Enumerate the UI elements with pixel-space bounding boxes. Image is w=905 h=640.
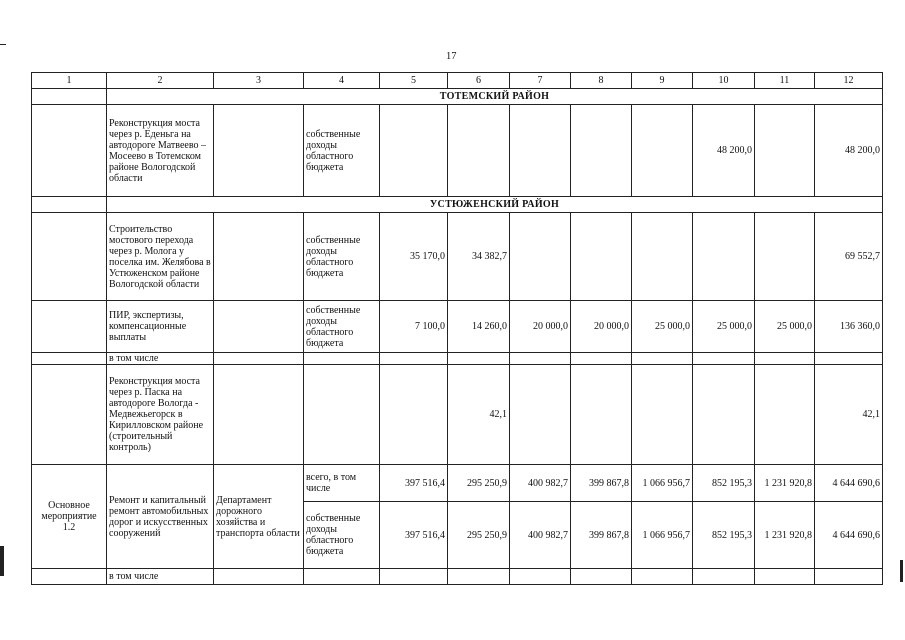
value-cell: 34 382,7 [448, 213, 510, 301]
value-cell: 295 250,9 [448, 465, 510, 502]
table-row-edenga [32, 105, 883, 197]
total-cell: 42,1 [815, 365, 883, 465]
header-row [32, 73, 883, 89]
header-cell: 3 [214, 73, 304, 89]
value-cell: 25 000,0 [632, 301, 693, 353]
scan-mark [0, 44, 6, 45]
table-row-including [32, 569, 883, 585]
value-cell: 399 867,8 [571, 502, 632, 569]
row-name: Строительство мостового перехода через р. Молога у поселка им. Желябова в Устюженском районе Вологодской области [107, 213, 214, 301]
scan-mark [0, 546, 4, 576]
value-cell: 1 066 956,7 [632, 502, 693, 569]
total-cell: 48 200,0 [815, 105, 883, 197]
total-cell: 4 644 690,6 [815, 465, 883, 502]
value-cell: 397 516,4 [380, 502, 448, 569]
value-cell: 20 000,0 [510, 301, 571, 353]
value-cell: 14 260,0 [448, 301, 510, 353]
value-cell: 20 000,0 [571, 301, 632, 353]
measure-label: Основное мероприятие 1.2 [32, 465, 107, 569]
section-row-totma [32, 89, 883, 105]
value-cell: 42,1 [448, 365, 510, 465]
row-name: в том числе [107, 353, 214, 365]
district-title-ustyuzhna: УСТЮЖЕНСКИЙ РАЙОН [107, 197, 883, 213]
value-cell: 295 250,9 [448, 502, 510, 569]
value-cell: 35 170,0 [380, 213, 448, 301]
value-cell: 25 000,0 [693, 301, 755, 353]
table-row-paska [32, 365, 883, 465]
budget-table [31, 72, 883, 585]
header-cell: 2 [107, 73, 214, 89]
page-number: 17 [446, 51, 457, 62]
header-cell: 7 [510, 73, 571, 89]
funding-source: собственные доходы областного бюджета [304, 105, 380, 197]
header-cell: 10 [693, 73, 755, 89]
value-cell: 25 000,0 [755, 301, 815, 353]
empty-cell [32, 89, 107, 105]
executor: Департамент дорожного хозяйства и транспорта области [214, 465, 304, 569]
value-cell: 48 200,0 [693, 105, 755, 197]
funding-source: собственные доходы областного бюджета [304, 213, 380, 301]
value-cell: 1 231 920,8 [755, 465, 815, 502]
table-row-measure-total [32, 465, 883, 502]
row-name: Реконструкция моста через р. Еденьга на автодороге Матвеево – Мосеево в Тотемском районе Вологодской области [107, 105, 214, 197]
value-cell: 399 867,8 [571, 465, 632, 502]
funding-source: собственные доходы областного бюджета [304, 301, 380, 353]
district-title-totma: ТОТЕМСКИЙ РАЙОН [107, 89, 883, 105]
value-cell: 400 982,7 [510, 502, 571, 569]
value-cell: 7 100,0 [380, 301, 448, 353]
funding-source: всего, в том числе [304, 465, 380, 502]
table-row-pir [32, 301, 883, 353]
value-cell: 1 066 956,7 [632, 465, 693, 502]
value-cell: 400 982,7 [510, 465, 571, 502]
funding-source: собственные доходы областного бюджета [304, 502, 380, 569]
value-cell: 852 195,3 [693, 465, 755, 502]
value-cell: 1 231 920,8 [755, 502, 815, 569]
header-cell: 8 [571, 73, 632, 89]
value-cell: 852 195,3 [693, 502, 755, 569]
scan-mark [900, 560, 903, 582]
row-name: ПИР, экспертизы, компенсационные выплаты [107, 301, 214, 353]
value-cell: 397 516,4 [380, 465, 448, 502]
header-cell: 4 [304, 73, 380, 89]
row-name: Реконструкция моста через р. Паска на автодороге Вологда - Медвежьегорск в Кирилловском районе (строительный контроль) [107, 365, 214, 465]
header-cell: 5 [380, 73, 448, 89]
total-cell: 69 552,7 [815, 213, 883, 301]
row-name: Ремонт и капитальный ремонт автомобильных дорог и искусственных сооружений [107, 465, 214, 569]
total-cell: 136 360,0 [815, 301, 883, 353]
header-cell: 1 [32, 73, 107, 89]
table-row-mologa [32, 213, 883, 301]
row-name: в том числе [107, 569, 214, 585]
table-row-including [32, 353, 883, 365]
header-cell: 6 [448, 73, 510, 89]
header-cell: 9 [632, 73, 693, 89]
section-row-ustyuzhna [32, 197, 883, 213]
total-cell: 4 644 690,6 [815, 502, 883, 569]
header-cell: 11 [755, 73, 815, 89]
header-cell: 12 [815, 73, 883, 89]
